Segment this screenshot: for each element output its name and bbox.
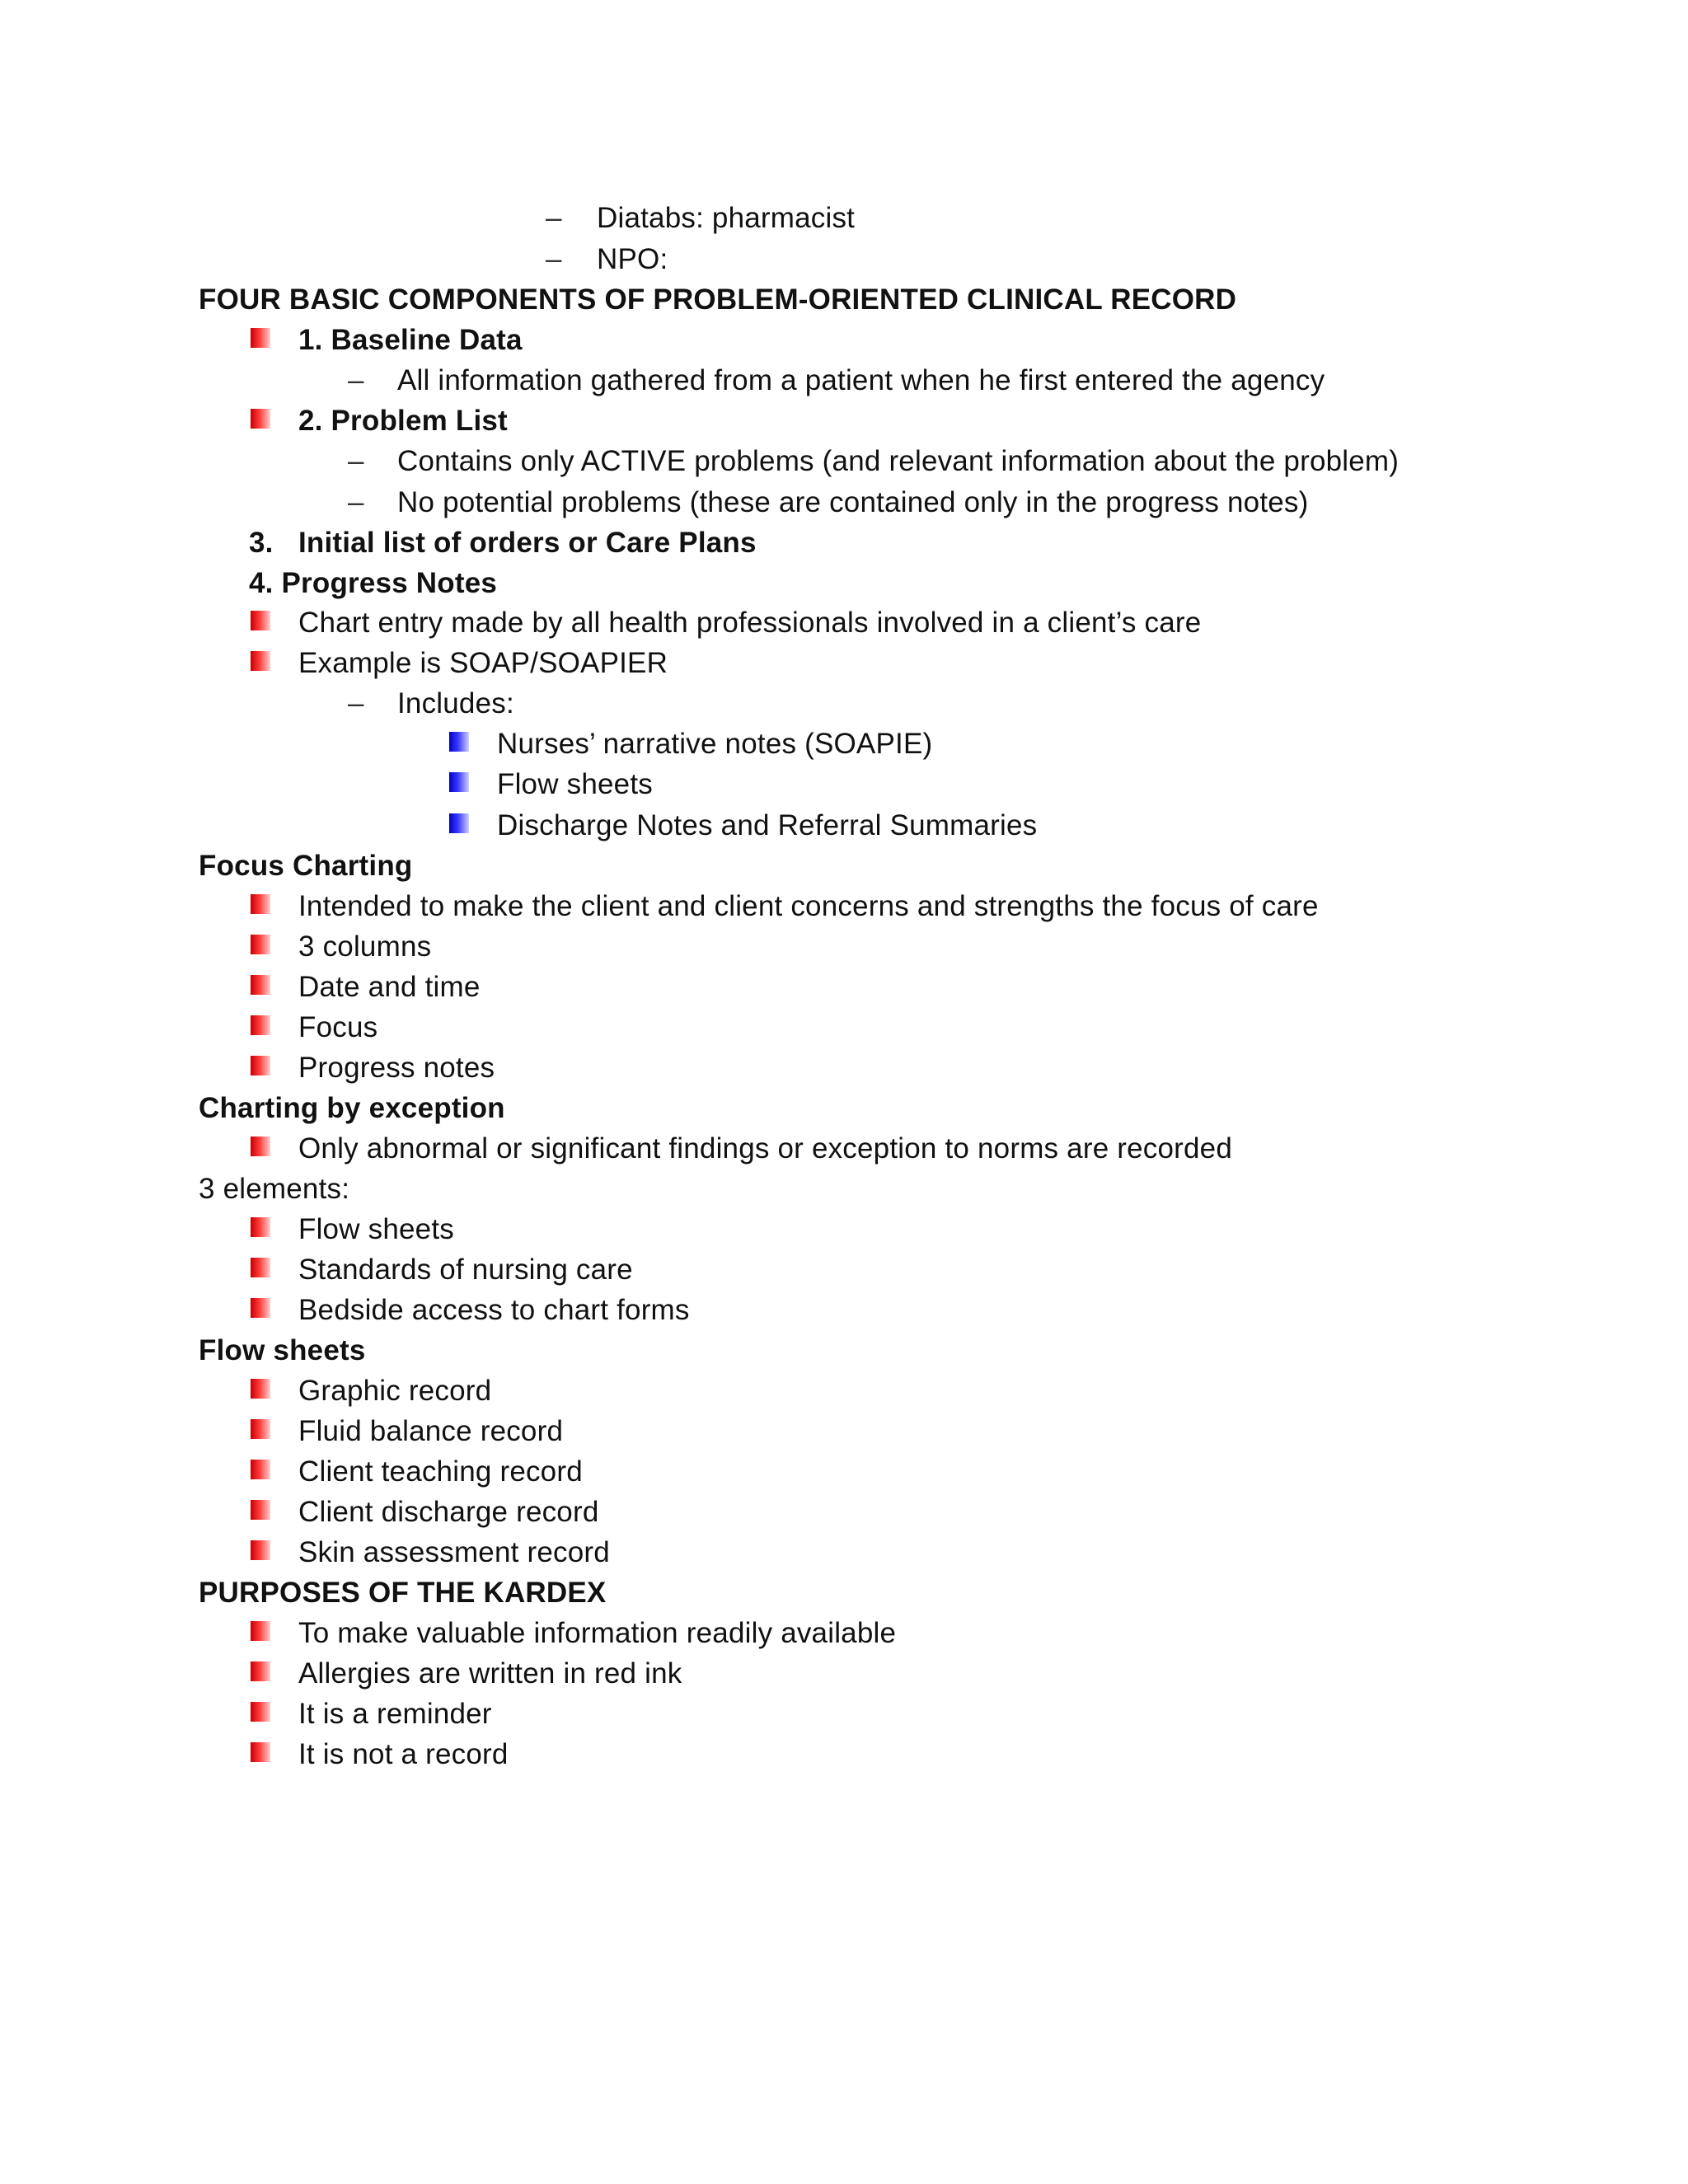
problem-list-detail: Contains only ACTIVE problems (and relevant information about the problem) bbox=[397, 445, 1400, 477]
section-heading-flow-sheets: Flow sheets bbox=[199, 1334, 366, 1366]
red-square-bullet bbox=[251, 651, 270, 671]
red-square-bullet bbox=[251, 1056, 270, 1076]
focus-charting-bullet: Date and time bbox=[298, 971, 481, 1003]
element-item: Standards of nursing care bbox=[298, 1254, 633, 1286]
section-heading-kardex: PURPOSES OF THE KARDEX bbox=[199, 1577, 607, 1609]
focus-charting-bullet: 3 columns bbox=[298, 930, 432, 963]
red-square-bullet bbox=[251, 1621, 270, 1641]
focus-charting-bullet: Focus bbox=[298, 1011, 378, 1043]
problem-list-detail: No potential problems (these are contained only in the progress notes) bbox=[397, 486, 1309, 518]
red-square-bullet bbox=[251, 975, 270, 995]
red-square-bullet bbox=[251, 935, 270, 954]
includes-item: Nurses’ narrative notes (SOAPIE) bbox=[497, 728, 933, 760]
red-square-bullet bbox=[251, 1702, 270, 1722]
blue-square-bullet bbox=[449, 732, 469, 752]
progress-notes-bullet: Example is SOAP/SOAPIER bbox=[298, 647, 668, 679]
red-square-bullet bbox=[251, 328, 270, 348]
focus-charting-bullet: Progress notes bbox=[298, 1052, 495, 1084]
kardex-item: To make valuable information readily available bbox=[298, 1617, 897, 1649]
red-square-bullet bbox=[251, 894, 270, 914]
red-square-bullet bbox=[251, 1258, 270, 1277]
charting-exception-bullet: Only abnormal or significant findings or exception to norms are recorded bbox=[298, 1132, 1233, 1165]
dash-marker: – bbox=[546, 243, 562, 275]
blue-square-bullet bbox=[449, 813, 469, 833]
kardex-item: It is not a record bbox=[298, 1738, 509, 1770]
red-square-bullet bbox=[251, 1379, 270, 1399]
elements-label: 3 elements: bbox=[199, 1173, 350, 1205]
flow-sheet-item: Fluid balance record bbox=[298, 1415, 564, 1447]
red-square-bullet bbox=[251, 1298, 270, 1318]
flow-sheet-item: Client teaching record bbox=[298, 1455, 583, 1488]
dash-marker: – bbox=[546, 202, 562, 234]
dash-marker: – bbox=[348, 445, 364, 477]
red-square-bullet bbox=[251, 611, 270, 630]
red-square-bullet bbox=[251, 1419, 270, 1439]
element-item: Flow sheets bbox=[298, 1213, 454, 1245]
problem-list-title: 2. Problem List bbox=[298, 405, 508, 437]
red-square-bullet bbox=[251, 409, 270, 429]
element-item: Bedside access to chart forms bbox=[298, 1294, 690, 1326]
progress-notes-bullet: Chart entry made by all health professionals involved in a client’s care bbox=[298, 607, 1202, 639]
red-square-bullet bbox=[251, 1137, 270, 1156]
includes-label: Includes: bbox=[397, 687, 514, 719]
section-heading-focus-charting: Focus Charting bbox=[199, 850, 413, 882]
dash-item: NPO: bbox=[597, 243, 668, 275]
focus-charting-bullet: Intended to make the client and client concerns and strengths the focus of care bbox=[298, 890, 1319, 922]
red-square-bullet bbox=[251, 1217, 270, 1237]
section-heading-charting-exception: Charting by exception bbox=[199, 1092, 505, 1124]
includes-item: Flow sheets bbox=[497, 768, 653, 800]
red-square-bullet bbox=[251, 1540, 270, 1560]
blue-square-bullet bbox=[449, 772, 469, 792]
red-square-bullet bbox=[251, 1015, 270, 1035]
flow-sheet-item: Skin assessment record bbox=[298, 1536, 610, 1568]
flow-sheet-item: Client discharge record bbox=[298, 1496, 599, 1528]
initial-orders-title: Initial list of orders or Care Plans bbox=[298, 527, 757, 559]
section-heading-problem-record: FOUR BASIC COMPONENTS OF PROBLEM-ORIENTED CLINICAL RECORD bbox=[199, 284, 1237, 316]
dash-item: Diatabs: pharmacist bbox=[597, 202, 856, 234]
red-square-bullet bbox=[251, 1460, 270, 1479]
includes-item: Discharge Notes and Referral Summaries bbox=[497, 809, 1038, 841]
progress-notes-title: 4. Progress Notes bbox=[249, 567, 498, 599]
dash-marker: – bbox=[348, 364, 364, 396]
kardex-item: It is a reminder bbox=[298, 1698, 492, 1730]
initial-orders-number: 3. bbox=[249, 527, 274, 559]
kardex-item: Allergies are written in red ink bbox=[298, 1657, 682, 1690]
baseline-data-title: 1. Baseline Data bbox=[298, 324, 523, 356]
baseline-data-detail: All information gathered from a patient when he first entered the agency bbox=[397, 364, 1325, 396]
dash-marker: – bbox=[348, 486, 364, 518]
red-square-bullet bbox=[251, 1742, 270, 1762]
red-square-bullet bbox=[251, 1500, 270, 1520]
flow-sheet-item: Graphic record bbox=[298, 1375, 492, 1407]
red-square-bullet bbox=[251, 1661, 270, 1681]
dash-marker: – bbox=[348, 687, 364, 719]
